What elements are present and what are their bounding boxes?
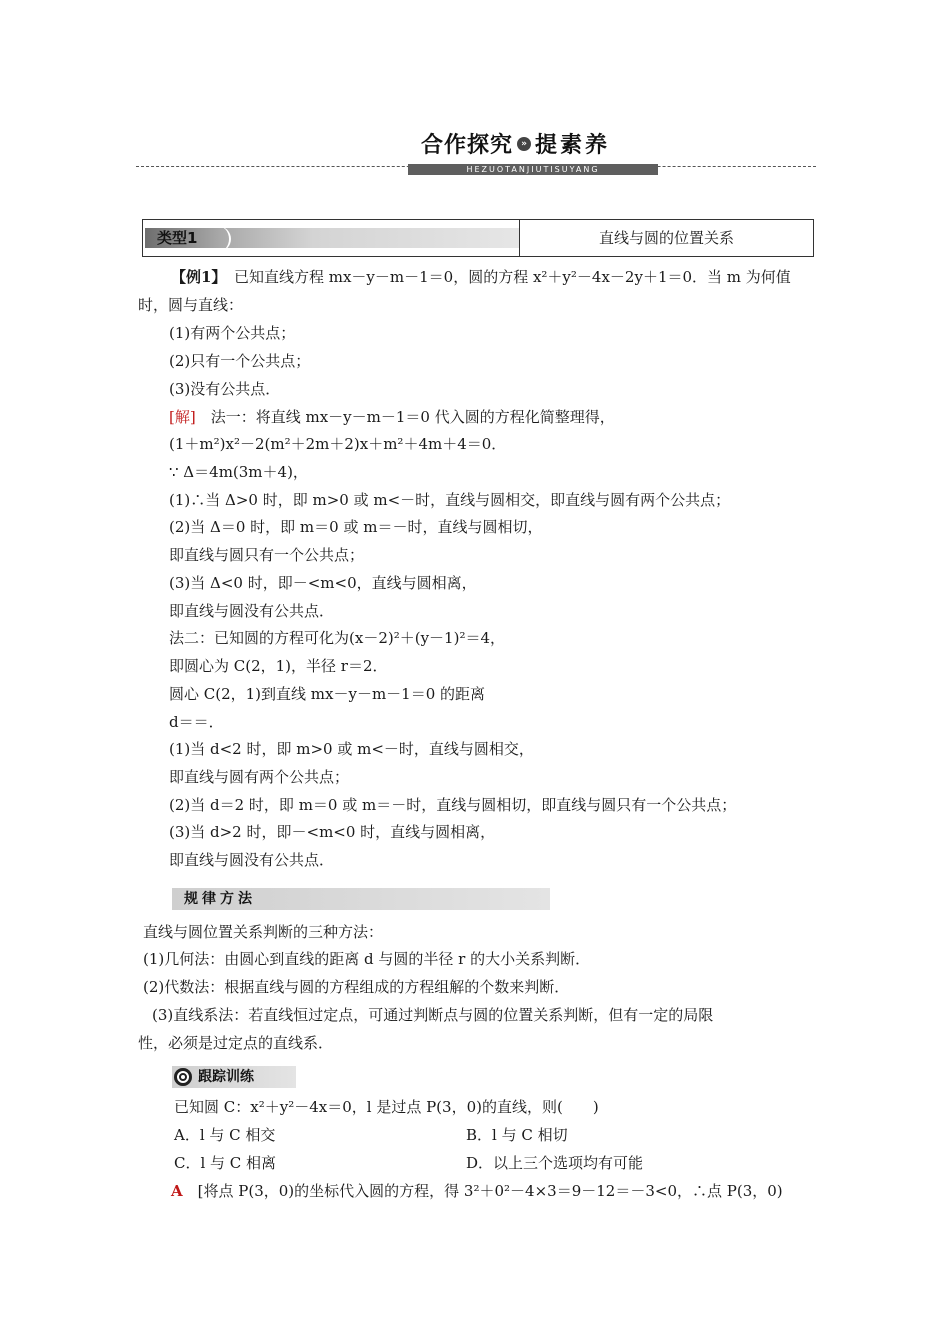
- solution-line-17: 即直线与圆没有公共点．: [169, 851, 335, 869]
- type-tag: 类型1: [157, 229, 198, 247]
- method-line-5: 性，必须是过定点的直线系．: [138, 1034, 334, 1052]
- option-a: A．l 与 C 相交: [174, 1126, 276, 1144]
- example-item-3: (3)没有公共点．: [169, 380, 281, 398]
- training-header-bar: [172, 1066, 296, 1088]
- solution-line-10: 即圆心为 C(2，1)，半径 r＝2．: [169, 657, 388, 675]
- answer-letter: A: [171, 1182, 183, 1200]
- banner-title-part1: 合作探究: [421, 133, 514, 158]
- training-tag: 跟踪训练: [198, 1069, 254, 1085]
- example-item-1: (1)有两个公共点；: [169, 324, 296, 342]
- solution-line-6: 即直线与圆只有一个公共点；: [169, 546, 365, 564]
- type-header-box: [142, 219, 814, 257]
- example-line-2: 时，圆与直线：: [138, 296, 244, 314]
- banner-title: [421, 130, 610, 162]
- banner-subtitle: HEZUOTANJIUTISUYANG: [408, 164, 658, 175]
- solution-line-11: 圆心 C(2，1)到直线 mx－y－m－1＝0 的距离: [169, 685, 486, 703]
- section-banner: [136, 130, 816, 178]
- solution-line-12: d＝＝．: [169, 713, 224, 731]
- target-icon: [174, 1068, 192, 1086]
- method-line-1: 直线与圆位置关系判断的三种方法：: [143, 923, 384, 941]
- solution-line-2: (1＋m²)x²－2(m²＋2m＋2)x＋m²＋4m＋4＝0．: [169, 435, 507, 453]
- chevron-right-icon: »: [517, 137, 531, 151]
- solution-line-5: (2)当 Δ＝0 时，即 m＝0 或 m＝－时，直线与圆相切，: [169, 518, 543, 536]
- method-line-4: (3)直线系法：若直线恒过定点，可通过判断点与圆的位置关系判断，但有一定的局限: [152, 1006, 714, 1024]
- solution-line-3: ∵ Δ＝4m(3m＋4)，: [169, 463, 308, 481]
- method-header-bar: [172, 888, 550, 910]
- solution-line-9: 法二：已知圆的方程可化为(x－2)²＋(y－1)²＝4，: [169, 629, 506, 647]
- example-question: 已知直线方程 mx－y－m－1＝0，圆的方程 x²＋y²－4x－2y＋1＝0．当 m 为何值: [233, 268, 791, 286]
- type-title: 直线与圆的位置关系: [598, 229, 734, 247]
- option-c: C．l 与 C 相离: [174, 1154, 277, 1172]
- solution-line-13: (1)当 d<2 时，即 m>0 或 m<－时，直线与圆相交，: [169, 740, 534, 758]
- solution-line-7: (3)当 Δ<0 时，即－<m<0，直线与圆相离，: [169, 574, 477, 592]
- example-line-1: [171, 267, 791, 287]
- method-line-3: (2)代数法：根据直线与圆的方程组成的方程组解的个数来判断．: [143, 978, 570, 996]
- answer-explanation: [将点 P(3，0)的坐标代入圆的方程，得 3²＋0²－4×3＝9－12＝－3<0，∴点 P(3，0): [197, 1182, 783, 1200]
- method-tag: 规律方法: [184, 891, 256, 907]
- method-line-2: (1)几何法：由圆心到直线的距离 d 与圆的半径 r 的大小关系判断．: [143, 950, 591, 968]
- banner-title-part2: 提素养: [535, 133, 611, 158]
- training-question: 已知圆 C：x²＋y²－4x＝0，l 是过点 P(3，0)的直线，则( ): [174, 1098, 599, 1116]
- answer-line: [171, 1181, 783, 1201]
- example-label: 【例1】: [171, 268, 219, 286]
- solution-line-16: (3)当 d>2 时，即－<m<0 时，直线与圆相离，: [169, 823, 496, 841]
- solution-text: 法一：将直线 mx－y－m－1＝0 代入圆的方程化简整理得，: [210, 408, 615, 426]
- solution-line-4: (1)∴当 Δ>0 时，即 m>0 或 m<－时，直线与圆相交，即直线与圆有两个公共点；: [169, 491, 731, 509]
- example-item-2: (2)只有一个公共点；: [169, 352, 311, 370]
- solution-line-1: [169, 407, 615, 427]
- option-b: B．l 与 C 相切: [466, 1126, 568, 1144]
- solution-line-14: 即直线与圆有两个公共点；: [169, 768, 350, 786]
- option-d: D．以上三个选项均有可能: [466, 1154, 644, 1172]
- solution-line-8: 即直线与圆没有公共点．: [169, 602, 335, 620]
- solution-line-15: (2)当 d＝2 时，即 m＝0 或 m＝－时，直线与圆相切，即直线与圆只有一个公共点；: [169, 796, 737, 814]
- solution-tag: [解]: [169, 408, 196, 426]
